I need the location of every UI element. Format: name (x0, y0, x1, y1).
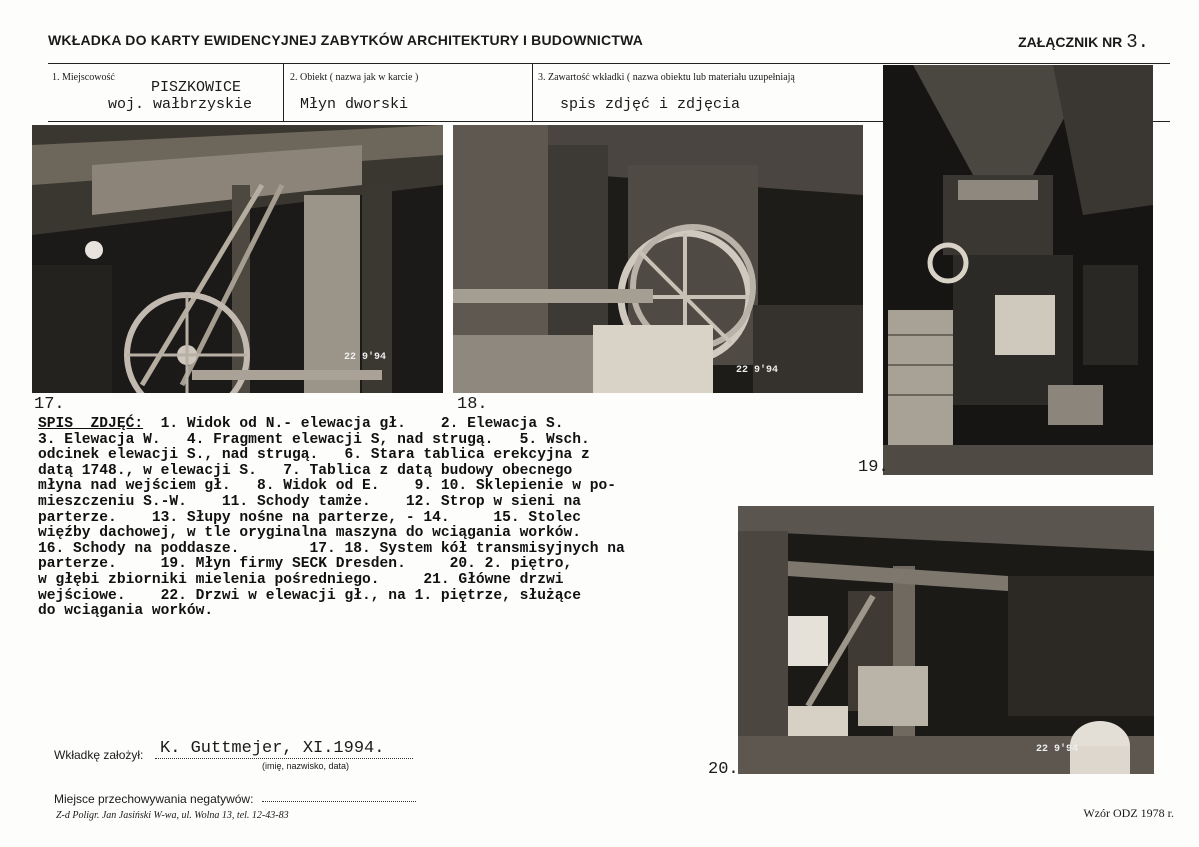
photo-list-line: w głębi zbiorniki mielenia pośredniego. 21. Główne drzwi (38, 571, 564, 588)
photo-list-line: wejściowe. 22. Drzwi w elewacji gł., na 1. piętrze, służące (38, 587, 581, 604)
photo-list-line: więźby dachowej, w tle oryginalna maszyna do wciągania worków. (38, 525, 581, 542)
photo-list-line: 16. Schody na poddasze. 17. 18. System kół transmisyjnych na (38, 540, 625, 557)
photo-20-date: 22 9'94 (1036, 744, 1079, 755)
photo-17-number: 17. (34, 395, 65, 414)
author-dotted-line (155, 758, 413, 759)
annex-label-text: ZAŁĄCZNIK NR (1018, 34, 1123, 50)
field-2-value: Młyn dworski (300, 96, 409, 113)
photo-list-line: parterze. 13. Słupy nośne na parterze, - 14. 15. Stolec (38, 509, 581, 526)
photo-list-line: młyna nad wejściem gł. 8. Widok od E. 9. 10. Sklepienie w po- (38, 478, 617, 495)
photo-18 (453, 125, 863, 393)
photo-list-line: parterze. 19. Młyn firmy SECK Dresden. 20. 2. piętro, (38, 556, 573, 573)
photo-list-line: 1. Widok od N.- elewacja gł. 2. Elewacja S. (143, 416, 564, 432)
document-title: WKŁADKA DO KARTY EWIDENCYJNEJ ZABYTKÓW ARCHITEKTURY I BUDOWNICTWA (48, 32, 644, 48)
field-divider (283, 63, 284, 121)
photo-list-line: do wciągania worków. (38, 603, 214, 620)
negatives-dotted-line (262, 801, 416, 802)
field-divider (532, 63, 533, 121)
photo-list-line: datą 1748., w elewacji S. 7. Tablica z datą budowy obecnego (38, 462, 573, 479)
photo-list-line: mieszczeniu S.-W. 11. Schody tamże. 12. Strop w sieni na (38, 493, 581, 510)
printer-imprint: Z-d Poligr. Jan Jasiński W-wa, ul. Wolna 13, tel. 12-43-83 (56, 810, 289, 821)
fields-top-rule (48, 63, 1170, 64)
photo-17-date: 22 9'94 (344, 352, 387, 363)
photo-19 (883, 65, 1153, 475)
annex-label (1018, 31, 1149, 53)
author-label: Wkładkę założył: (54, 748, 144, 762)
field-1-label: 1. Miejscowość (52, 72, 115, 83)
photo-20 (738, 506, 1154, 774)
field-2-label: 2. Obiekt ( nazwa jak w karcie ) (290, 72, 419, 83)
photo-list-heading: SPIS ZDJĘĆ: (38, 416, 144, 432)
photo-18-date: 22 9'94 (736, 365, 779, 376)
form-code: Wzór ODZ 1978 r. (1083, 806, 1174, 820)
photo-list-line: 3. Elewacja W. 4. Fragment elewacji S, nad strugą. 5. Wsch. (38, 431, 590, 448)
author-value: K. Guttmejer, XI.1994. (160, 739, 385, 758)
photo-17 (32, 125, 443, 393)
annex-number: 3. (1126, 31, 1149, 53)
photo-18-number: 18. (457, 395, 488, 414)
negatives-label: Miejsce przechowywania negatywów: (54, 792, 254, 806)
photo-20-number: 20. (708, 760, 739, 779)
field-1-value-town: PISZKOWICE (151, 79, 242, 96)
author-hint: (imię, nazwisko, data) (262, 761, 350, 771)
photo-list (38, 417, 718, 620)
field-3-value: spis zdjęć i zdjęcia (560, 96, 741, 113)
photo-list-line: odcinek elewacji S., nad strugą. 6. Stara tablica erekcyjna z (38, 447, 590, 464)
field-1-value-region: woj. wałbrzyskie (108, 96, 253, 113)
photo-19-number: 19. (858, 458, 889, 477)
field-3-label: 3. Zawartość wkładki ( nazwa obiektu lub materiału uzupełniają (538, 72, 795, 83)
